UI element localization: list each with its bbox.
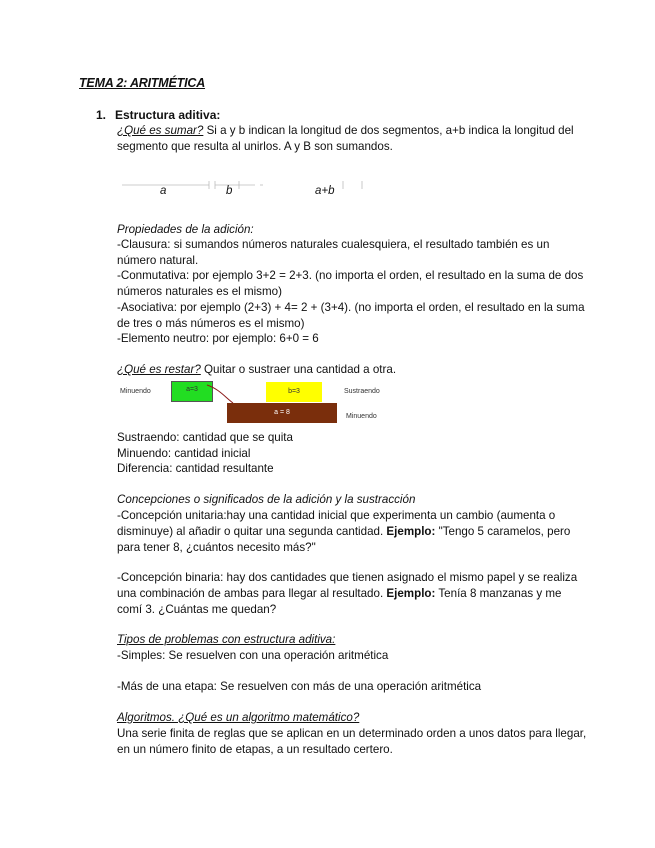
segment-label-a: a xyxy=(160,185,167,197)
sustraendo-label: Sustraendo xyxy=(344,388,380,395)
algoritmos-heading: Algoritmos. ¿Qué es un algoritmo matemático? xyxy=(117,711,360,724)
tipo-simples: -Simples: Se resuelven con una operación aritmética xyxy=(117,649,389,662)
tipos-heading: Tipos de problemas con estructura aditiva: xyxy=(117,633,336,646)
binaria-example-label: Ejemplo: xyxy=(386,587,436,600)
segment-label-b: b xyxy=(226,185,233,197)
props-heading: Propiedades de la adición: xyxy=(117,223,254,236)
def-minuendo: Minuendo: cantidad inicial xyxy=(117,447,251,460)
unitaria-example: "Tengo 5 caramelos, pero para tener 8, ¿cuántos necesito más?" xyxy=(117,525,571,554)
segment-diagram xyxy=(117,175,377,197)
binaria-text: -Concepción binaria: hay dos cantidades que tienen asignado el mismo papel y se realiza una combinación de ambas para llegar al resultado. xyxy=(117,571,578,600)
segment-label-ab: a+b xyxy=(315,185,335,197)
sumar-text: Si a y b indican la longitud de dos segmentos, a+b indica la longitud del segmento que resulta al unirlos. A y B son sumandos. xyxy=(117,124,574,153)
concepcion-binaria xyxy=(117,570,587,618)
unitaria-text: -Concepción unitaria:hay una cantidad inicial que experimenta un cambio (aumenta o disminuye) al añadir o quitar una segunda cantidad. xyxy=(117,509,556,538)
concepcion-unitaria xyxy=(117,508,587,556)
prop-conmutativa: -Conmutativa: por ejemplo 3+2 = 2+3. (no importa el orden, el resultado en la suma de dos números naturales es el mismo) xyxy=(117,269,584,298)
green-block-label: a=3 xyxy=(186,386,198,393)
minuendo-left-label: Minuendo xyxy=(120,388,151,395)
tipo-etapas: -Más de una etapa: Se resuelven con más de una operación aritmética xyxy=(117,680,482,693)
concepciones-heading: Concepciones o significados de la adición y la sustracción xyxy=(117,493,416,506)
section-title: Estructura aditiva: xyxy=(115,108,221,122)
minuendo-right-label: Minuendo xyxy=(346,413,377,420)
section-heading xyxy=(96,108,220,122)
restar-text: Quitar o sustraer una cantidad a otra. xyxy=(200,363,397,376)
unitaria-example-label: Ejemplo: xyxy=(386,525,436,538)
prop-neutro: -Elemento neutro: por ejemplo: 6+0 = 6 xyxy=(117,332,319,345)
sumar-paragraph xyxy=(117,123,587,155)
yellow-block-label: b=3 xyxy=(288,388,300,395)
algoritmos-text: Una serie finita de reglas que se aplican en un determinado orden a unos datos para llegar, en un número finito de etapas, a un resultado certero. xyxy=(117,727,587,756)
restar-paragraph xyxy=(117,362,587,378)
restar-question: ¿Qué es restar? xyxy=(117,363,201,376)
prop-asociativa: -Asociativa: por ejemplo (2+3) + 4= 2 + (3+4). (no importa el orden, el resultado en la suma de tres o más números es el mismo) xyxy=(117,301,585,330)
connector-curve xyxy=(205,383,235,405)
brown-block-label: a = 8 xyxy=(274,409,290,416)
page-title: TEMA 2: ARITMÉTICA xyxy=(79,76,206,90)
prop-clausura: -Clausura: si sumandos números naturales cualesquiera, el resultado también es un número natural. xyxy=(117,238,550,267)
sumar-question: ¿Qué es sumar? xyxy=(117,124,204,137)
binaria-example: Tenía 8 manzanas y me comí 3. ¿Cuántas me quedan? xyxy=(117,587,562,616)
brown-block xyxy=(227,403,337,423)
def-diferencia: Diferencia: cantidad resultante xyxy=(117,462,274,475)
def-sustraendo: Sustraendo: cantidad que se quita xyxy=(117,431,293,444)
section-number: 1. xyxy=(96,108,107,122)
yellow-block xyxy=(266,382,322,402)
